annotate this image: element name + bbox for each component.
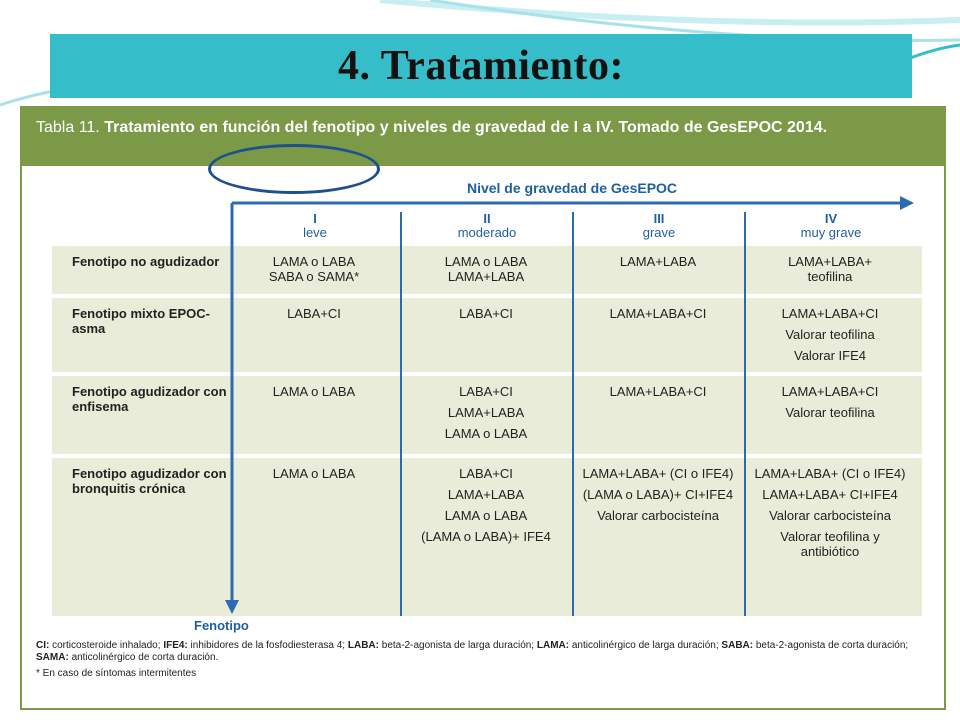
cell xyxy=(406,306,566,327)
column-divider xyxy=(572,212,574,616)
abbreviations xyxy=(36,640,926,664)
column-label: leve xyxy=(303,225,327,240)
treatment-table xyxy=(20,106,946,710)
cell-line: LAMA+LABA+CI xyxy=(781,384,879,399)
abbrev-term: LABA: xyxy=(347,640,379,651)
cell-line: LAMA+LABA xyxy=(447,487,525,502)
cell-line: LABA+CI xyxy=(459,306,513,321)
row-label-no-agudizador: Fenotipo no agudizador xyxy=(72,254,220,269)
column-header-2 xyxy=(412,212,562,240)
cell xyxy=(234,466,394,487)
cell-line: LAMA+LABA+ (CI o IFE4) xyxy=(582,466,734,481)
cell xyxy=(578,466,738,529)
abbrev-term: LAMA: xyxy=(536,640,570,651)
cell-line: LAMA+LABA+ (CI o IFE4) xyxy=(754,466,906,481)
cell xyxy=(406,384,566,447)
abbrev-def: corticosteroide inhalado; xyxy=(52,640,161,651)
cell-line: Valorar carbocisteína xyxy=(597,508,719,523)
cell-line: Valorar teofilina xyxy=(785,327,875,342)
caption-prefix: Tabla 11. xyxy=(36,119,100,136)
cell-line: SABA o SAMA* xyxy=(268,269,360,284)
abbrev-def: inhibidores de la fosfodiesterasa 4; xyxy=(190,640,346,651)
cell-line: LAMA o LABA xyxy=(272,466,356,481)
row-label-mixto: Fenotipo mixto EPOC-asma xyxy=(72,306,210,336)
cell-line: (LAMA o LABA)+ CI+IFE4 xyxy=(582,487,734,502)
column-label: moderado xyxy=(457,225,517,240)
cell xyxy=(750,384,910,426)
cell-line: LAMA+LABA xyxy=(447,405,525,420)
cell xyxy=(750,254,910,284)
phenotype-axis-label: Fenotipo xyxy=(194,618,249,633)
cell-line: LABA+CI xyxy=(287,306,341,321)
column-header-4 xyxy=(756,212,906,240)
cell xyxy=(750,466,910,565)
cell xyxy=(234,384,394,405)
cell xyxy=(234,254,394,284)
column-number: III xyxy=(653,211,665,226)
cell-line: LABA+CI xyxy=(459,384,513,399)
column-number: I xyxy=(313,211,317,226)
cell-line: LAMA o LABA xyxy=(272,254,356,269)
slide-title-bar xyxy=(50,34,912,98)
slide-title: 4. Tratamiento: xyxy=(338,43,624,89)
cell-line: LAMA+LABA+CI xyxy=(609,384,707,399)
column-header-3 xyxy=(584,212,734,240)
cell xyxy=(406,254,566,284)
cell-line: Valorar teofilina xyxy=(785,405,875,420)
cell-line: LAMA+LABA+ CI+IFE4 xyxy=(762,487,898,502)
cell-line: LAMA+LABA+ xyxy=(788,254,872,269)
cell-line: (LAMA o LABA)+ IFE4 xyxy=(421,529,551,544)
highlight-circle xyxy=(208,144,380,194)
cell-line: LAMA+LABA+CI xyxy=(781,306,879,321)
cell-line: LAMA o LABA xyxy=(272,384,356,399)
severity-axis-label: Nivel de gravedad de GesEPOC xyxy=(466,180,678,196)
column-label: muy grave xyxy=(800,225,862,240)
cell-line: teofilina xyxy=(807,269,853,284)
table-notes xyxy=(36,640,926,684)
cell xyxy=(578,254,738,269)
abbrev-def: anticolinérgico de corta duración. xyxy=(71,652,219,663)
abbrev-term: SAMA: xyxy=(36,652,69,663)
cell-line: LAMA+LABA+CI xyxy=(609,306,707,321)
cell-line: LAMA+LABA xyxy=(619,254,697,269)
cell-line: LABA+CI xyxy=(459,466,513,481)
caption-title: Tratamiento en función del fenotipo y niveles de gravedad de I a IV. Tomado de GesEPOC 2014. xyxy=(104,119,828,136)
cell-line: LAMA o LABA xyxy=(444,254,528,269)
cell-line: Valorar carbocisteína xyxy=(769,508,891,523)
row-label-bronquitis: Fenotipo agudizador con bronquitis crónica xyxy=(72,466,227,496)
abbrev-def: beta-2-agonista de larga duración; xyxy=(381,640,535,651)
cell-line: Valorar IFE4 xyxy=(793,348,866,363)
cell-line: LAMA o LABA xyxy=(444,508,528,523)
cell xyxy=(578,306,738,327)
cell xyxy=(750,306,910,369)
abbrev-term: SABA: xyxy=(721,640,754,651)
cell xyxy=(234,306,394,327)
footnote: * En caso de síntomas intermitentes xyxy=(36,668,197,679)
column-divider xyxy=(400,212,402,616)
abbrev-def: anticolinérgico de larga duración; xyxy=(571,640,719,651)
column-number: IV xyxy=(824,211,838,226)
column-label: grave xyxy=(642,225,676,240)
abbrev-def: beta-2-agonista de corta duración; xyxy=(755,640,909,651)
column-number: II xyxy=(483,211,491,226)
cell xyxy=(406,466,566,550)
column-header-1 xyxy=(240,212,390,240)
abbrev-term: IFE4: xyxy=(163,640,188,651)
row-label-enfisema: Fenotipo agudizador con enfisema xyxy=(72,384,227,414)
cell-line: LAMA o LABA xyxy=(444,426,528,441)
cell-line: Valorar teofilina y antibiótico xyxy=(780,529,880,559)
column-divider xyxy=(744,212,746,616)
cell-line: LAMA+LABA xyxy=(447,269,525,284)
abbrev-term: CI: xyxy=(36,640,50,651)
cell xyxy=(578,384,738,405)
